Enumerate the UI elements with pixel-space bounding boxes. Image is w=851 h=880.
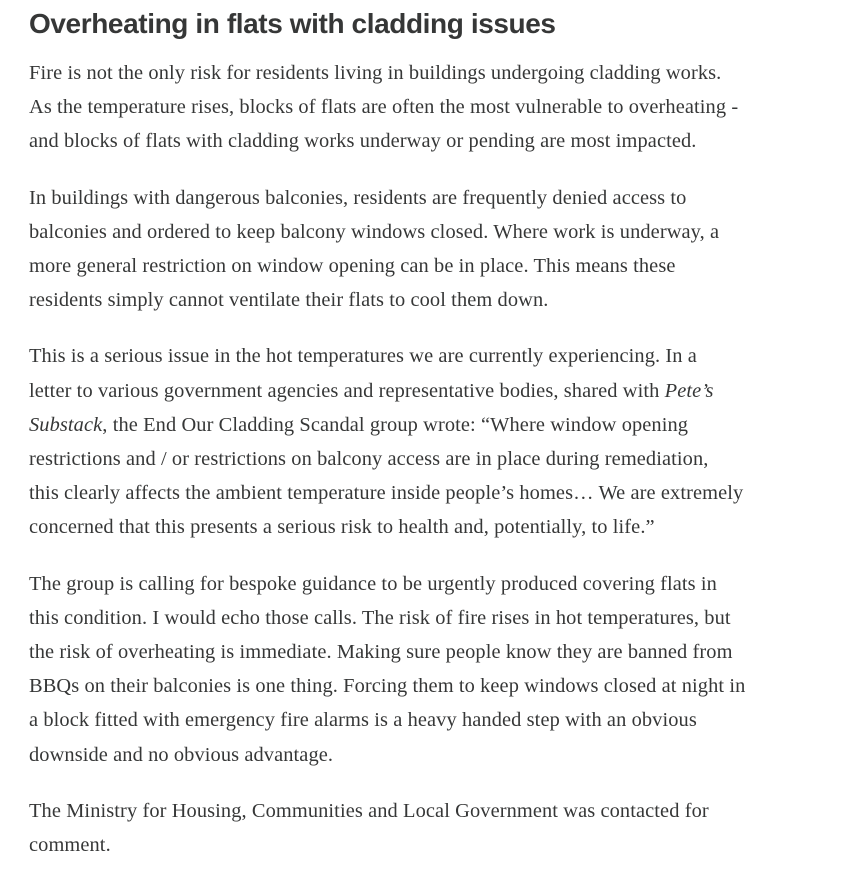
text-line: residents simply cannot ventilate their flats to cool them down. [29, 289, 549, 312]
text-line: This is a serious issue in the hot temperatures we are currently experiencing. In a [29, 345, 697, 368]
publication-name-italic: Substack [29, 413, 103, 436]
paragraph-ministry [29, 794, 849, 862]
text-line: a block fitted with emergency fire alarms is a heavy handed step with an obvious [29, 709, 697, 732]
text-segment: , the End Our Cladding Scandal group wrote: “Where window opening [102, 413, 689, 436]
paragraph-guidance-call [29, 567, 849, 772]
paragraph-group-letter [29, 339, 849, 544]
text-line: concerned that this presents a serious risk to health and, potentially, to life.” [29, 516, 655, 539]
text-line: The group is calling for bespoke guidance to be urgently produced covering flats in [29, 572, 717, 595]
text-line [29, 374, 849, 408]
text-line: comment. [29, 834, 111, 857]
text-line: the risk of overheating is immediate. Making sure people know they are banned from [29, 641, 733, 664]
publication-name-italic: Pete’s [664, 379, 714, 402]
text-line: restrictions and / or restrictions on balcony access are in place during remediation, [29, 448, 709, 471]
text-line: more general restriction on window opening can be in place. This means these [29, 255, 676, 278]
text-line: BBQs on their balconies is one thing. Forcing them to keep windows closed at night in [29, 675, 746, 698]
text-line: balconies and ordered to keep balcony windows closed. Where work is underway, a [29, 220, 720, 243]
text-line: and blocks of flats with cladding works underway or pending are most impacted. [29, 130, 697, 153]
text-line: The Ministry for Housing, Communities and Local Government was contacted for [29, 799, 709, 822]
text-segment: letter to various government agencies and representative bodies, shared with [29, 379, 665, 402]
text-line [29, 408, 849, 442]
paragraph-fire-risk [29, 56, 849, 159]
paragraph-balconies [29, 181, 849, 318]
text-line: downside and no obvious advantage. [29, 743, 334, 766]
text-line: this clearly affects the ambient temperature inside people’s homes… We are extremely [29, 482, 744, 505]
text-line: Fire is not the only risk for residents living in buildings undergoing cladding works. [29, 62, 722, 84]
section-heading: Overheating in flats with cladding issues [29, 8, 556, 39]
text-line: As the temperature rises, blocks of flats are often the most vulnerable to overheating - [29, 96, 739, 119]
text-line: this condition. I would echo those calls. The risk of fire rises in hot temperatures, but [29, 606, 731, 629]
text-line: In buildings with dangerous balconies, residents are frequently denied access to [29, 186, 687, 209]
